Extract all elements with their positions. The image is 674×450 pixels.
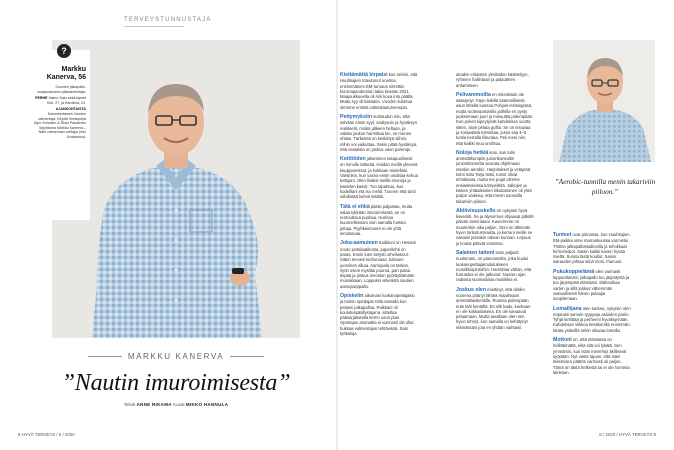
paragraph-lead: Kieltämättä kirpaisi [340, 72, 388, 78]
byline-photographer: MIKKO HANNULA [185, 402, 229, 407]
paragraph-lead: Noloja hetkiä [456, 149, 489, 156]
paragraph-lead: Lomailijana [553, 305, 582, 312]
paragraph-text: miettinyt, että olisiko nuorena pitänyt lähteä maailmaan ammattilaiskentille. Ruotsia pidempään eräs lähi kentällä. En silti kadu, kunkaan en ole kokkailaisena. En ole kanaavat pelaamaan. Mutta tavallaan olen sen hyvin tehnyt, kun samalla on kehittynyt elämässäni jota en yhtään vaihtaisi. [456, 286, 531, 330]
paragraph [553, 269, 631, 302]
info-card [30, 50, 90, 220]
paragraph-lead: Joskus olen [456, 286, 486, 293]
paragraph [456, 250, 534, 283]
paragraph-lead: Opiskelin [340, 292, 364, 299]
paragraph-text: koin, kun tulin ammattikumpiin juniorikonsultin junioritilannetta seurata ohjelmaan etenkin aerobic. Harjoitukset ja vetäjänä toimi tuttu Tarja Näsi, tunnit olivat tehokkaita, mutta me pojat olimme ensiaskeleissa kömpelöitä. Jalkojen ja käsien yhtäaikainen liikuttaminen oli yhtä paljon vaikeaa, että menin suosiolla takariviin piiloon. [456, 149, 532, 204]
info-current-label: AJANKOHTAISTA [55, 107, 86, 112]
page-gutter [336, 0, 338, 450]
paragraph-lead: Pukukoppielämä [553, 268, 595, 275]
paragraph [340, 240, 418, 289]
kicker-text: MARKKU KANERVA [127, 352, 225, 361]
paragraph-lead: Mottoni [553, 337, 572, 344]
paragraph-text: suhtaudun niin, että selvitän ensin syyt, analysoin ja hyväksyn realiteetit, minkä jälkeen heltaan, ja vaikka joukon harmittaa kin, se menee ohitse. Tärkeintä on keskittyä siihen, mihin voi vaikuttaa. Sekin pitää hyväksyä, että vastaista on joskus vaan parempi. [340, 114, 418, 152]
info-current [34, 107, 86, 139]
pull-quote: ”Aerobic-tunnilla menin takariviin piiloon.” [554, 178, 656, 196]
secondary-portrait-illustration [553, 40, 655, 162]
info-intro: Suomen jalkapallomaajoukkueen päävalmentaja. [37, 85, 86, 94]
question-mark-icon: ? [57, 44, 71, 58]
paragraph-text: on nykyisin hyvä kaveristi. Se ja älysormus ohjaavat pitkälti päivän toimintaani. Kaverimme on muutenkin aika paljon. Onni on lähinnän hyvin tarkoitusmaista, ja kerrani meille se vastaisi jossakin oikean kunnan. Lepuus ja koulut pitävät voimissa. [456, 207, 534, 246]
paragraph [340, 114, 418, 152]
info-family-label: PERHE [35, 96, 48, 101]
kicker-rule-right [230, 356, 264, 357]
info-name-first: Markku [61, 66, 86, 73]
byline-writer: ANNE RIKAMA [136, 402, 172, 407]
paragraph-text: ainakin erilaisten yksilöiden käsittelyyn, ryhmien hallintaan ja palautteen antamiseen. [456, 72, 529, 88]
paragraph-lead: Salainen taitoni [456, 249, 495, 256]
paragraph [553, 337, 631, 375]
text-column-2 [456, 72, 534, 334]
paragraph-lead: Pettymyksiin [340, 114, 373, 121]
paragraph [456, 72, 534, 88]
paragraph [456, 208, 534, 246]
paragraph-lead: Pelivammoilta [456, 91, 491, 98]
paragraph [340, 72, 418, 110]
paragraph [340, 156, 418, 199]
folio-left: 8 HYVÄ TERVEYS / 8 / 2020 [18, 432, 75, 437]
paragraph-text: traditioni on Hesarin nouto postilaatikosta, paperilehti on paras. Ensin luen tietysti urheilusivut. Sitten teevesi kiehumaan, kahvien juominen alkaa. Aamupala on tärkeä, syön usein myslitai puuroa, pari palaa leipää ja joskus innostun pyöräyttämään munakkaan. Loppuksi virkeästä nautien aamupurppalla. [340, 240, 417, 289]
paragraph-lead: Tunteet [553, 232, 572, 238]
info-current-text: Kolmekertainen Vuoden valmentaja. Kirjoitti ihmisyhtyä Alpo Suhosen & Risto Pakarisen kirjoittama Markku Kanerva – Näin valmennan voittajia (Into Kustannus). [34, 111, 86, 139]
folio-right: 8 / 2020 / HYVÄ TERVEYS 9 [599, 432, 656, 437]
paragraph [553, 306, 631, 333]
info-name-last: Kanerva, 56 [46, 74, 86, 81]
paragraph [456, 287, 534, 330]
paragraph-lead: Tätä ei ehkä [340, 203, 370, 210]
paragraph [340, 293, 418, 336]
text-column-3 [553, 232, 631, 379]
paragraph [553, 232, 631, 265]
info-family-text: Vaimo Satu sekä lapset Kim, 27, ja Karoliina, 23. [47, 96, 86, 105]
paragraph-text: aikoinani luokanopettajaksi ja toimin opettajan töitä samalla kun pelasin jalkapalloa. Palkkani oli koulutuspäällystajana, sitteltaa pääsarjatasolla kerrin uson pian. Opettajan ammattia ei varmasti ole ollut hukkaa valmentajan tehtävissä. Sain työkaluja [340, 292, 415, 337]
paragraph-lead: Kotitöiden [340, 156, 366, 163]
kicker-rule-left [88, 356, 122, 357]
paragraph [456, 150, 534, 204]
paragraph [340, 204, 418, 237]
paragraph [456, 92, 534, 146]
paragraph-lead: Aktiivisuuskello [456, 207, 496, 214]
headline-title: ”Nautin imuroimisesta” [61, 370, 291, 396]
paragraph-text: ovat pinnassa, kun Huuhkajien EM-paikka vime marraskuussa varmistui Töölön jalkapallostadionilla ja tehokkaat hirmuhelpot. Saisin kaikki kaveri hyvää mieltä. Suruta tästä kuullut. Saisin sairauden johtaa siinä moni. Ihanuus. [553, 232, 630, 265]
byline-photo-label: Kuvat [173, 402, 185, 407]
byline [52, 402, 300, 407]
paragraph-lead: Joka-aamuinen [340, 240, 378, 247]
headline-kicker [58, 352, 294, 361]
paragraph-text: kun selvisi, että Huuhkajien toteutunut unelma, ensimmäinen EM-turnaus siirrettiin koronapandemian takia kesään 2021. Maajoukkueella oli niin kova into päällä. Mutta syy oli kiistaton. Vuoden kuluttua olemme entistä valmistautuneempia. [340, 72, 418, 110]
paragraph-text: jakaminen tasapuolisesti on minulle tärkeää. Hoidan meillä yleensä kauppareissut, ja kokkaan mielelläni. Varsinkin, kun vaimo ensin osoittaa kehua tuttojani. Olen lisäksi meillä imuroija ja kastelen kasvit. Tuo tapahtuu, kun kodeillani etä iso meliö. Tunnen että tunti vahdistää kahvit sisällä. [340, 156, 418, 200]
paragraph-text: tosin paljasti nuotsmani, on pianonsoitto, joka kuului luokanopettajakoulutukseen musiikkiopintoihin. Harmittaa vähän, että harrastus ei ole jatkunut. Nuoren ajan radiosta suomalaisia musiikkia ei. [456, 249, 532, 283]
info-family [34, 96, 86, 105]
paragraph-text: pitäisi paljastaa, mutta salaa tykkään imuroimisesta, se on rentouttava puuhaa. Hurinaa kuunnellessani voin samalla funtsia juttuja. Pyyhkeiimuren ei ole yhtä innostavaa. [340, 203, 413, 237]
section-label: TERVEYSTUNNUSTAJA [124, 17, 212, 23]
section-rule [124, 26, 184, 27]
byline-text-label: Teksti [123, 402, 136, 407]
paragraph-text: olen varmasti loppuelämäni, jalkapallo tuo järjestystä ja tuo järjestystä elämääni. Eläkeaikaa varten ja sillä joskus vähemmän vastuullisesti hänen pelaajia suojelemaan. [553, 268, 630, 302]
text-column-1 [340, 72, 418, 340]
paragraph-text: on, että elämässä on hellittämättä, eikä sitä voi lykätä. Sen ymmärsin, kun isäni menehtyi äkillisesti syöpään. Nyt vasta tajuan, että isäni tekemisen päätös varmasti oli paljon. Tämä on tästä hetkestä tai ei ole hommia lainkaan. [553, 337, 630, 375]
secondary-portrait-photo [553, 40, 655, 162]
info-name [34, 66, 86, 82]
paragraph-text: olen surkea, nykyisin olen nopeasti samoin tyyppeja asioiden pariin. Tyhjä kehittää ja perheeni hyväksymään. Kahdeksan viikkoa kesälomilla enemmän. Mutta ystävillä onkin oltavaa lomalla. [553, 305, 631, 333]
paragraph-text: en mitenkään ole säästynyt. Käyn leikillä säärenillisesti, asun lähellä luontoa Pohjois-Helsingissä, mutta ruotsvaarioisilla polkilla en pysty juoksemaan juuri ja minuuttia pidempään. Kun polvet kipeytyivät kahdeksan vuotta sitten, aloin pelata golfia. Se on terapiaa ja sosiaalista toimintaa, jossa saa 4–5 tuntia kerralla liikuntaa. Peli meni niin, että kaikki muu unohtuu. [456, 91, 534, 146]
